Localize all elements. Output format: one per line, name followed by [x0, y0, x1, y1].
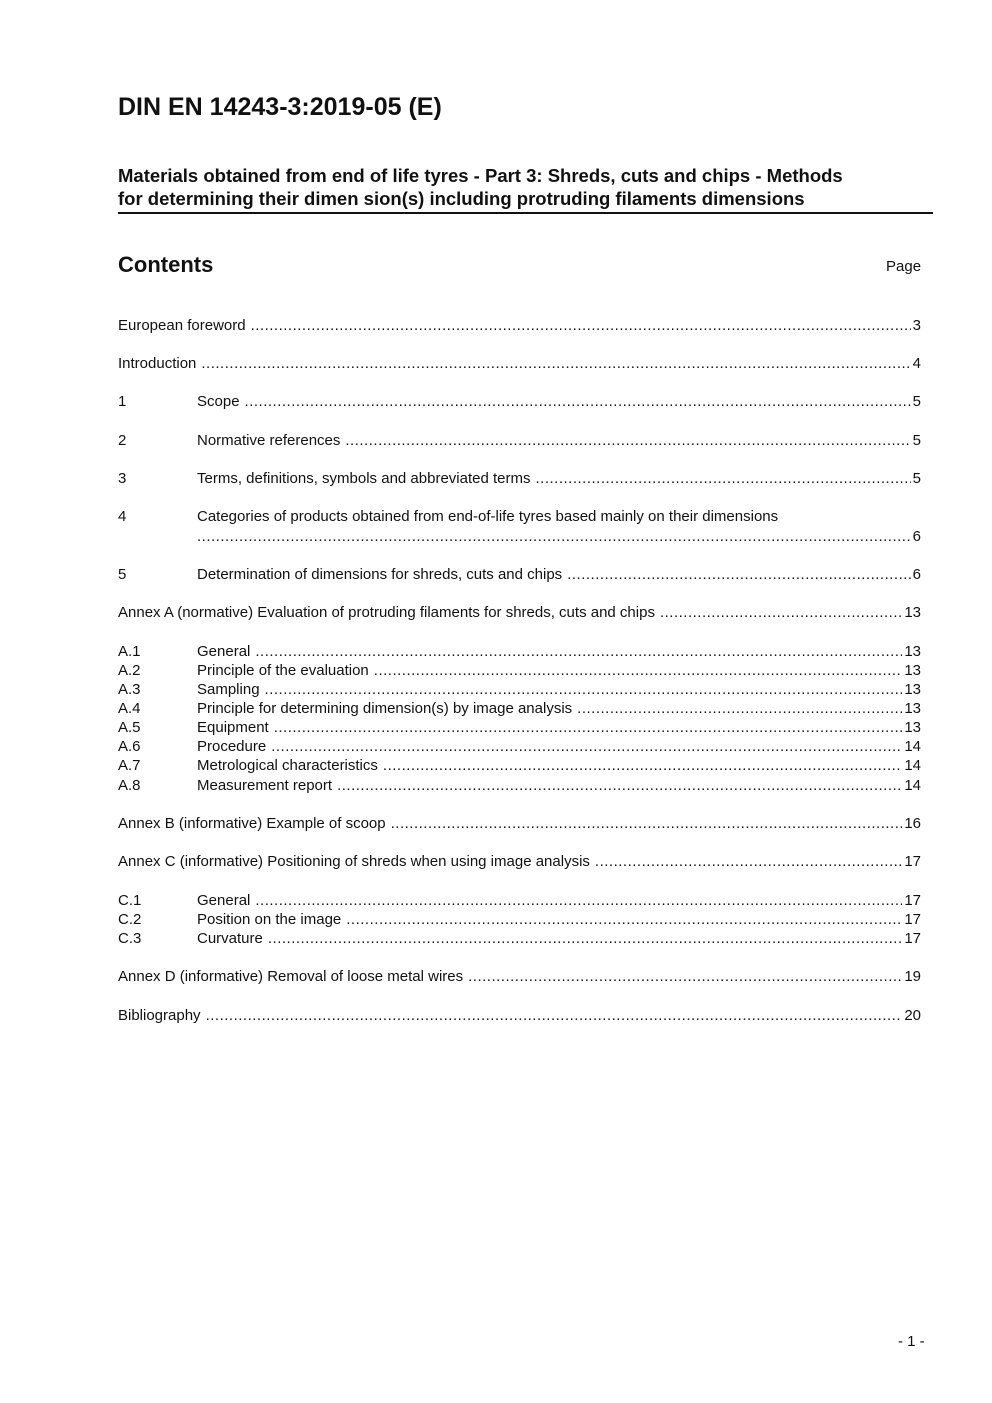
- toc-leader-dots: [271, 737, 902, 756]
- toc-entry-annex-a[interactable]: [118, 603, 921, 622]
- toc-entry-a7[interactable]: [118, 756, 921, 775]
- toc-entry-annex-d[interactable]: [118, 967, 921, 986]
- toc-entry-a1[interactable]: [118, 642, 921, 661]
- toc-entry-1[interactable]: [118, 392, 921, 411]
- toc-leader-dots: [468, 967, 902, 986]
- toc-entry-a2[interactable]: [118, 661, 921, 680]
- toc-entry-annex-c[interactable]: [118, 852, 921, 871]
- contents-heading: Contents: [118, 252, 214, 277]
- toc-entry-title: European foreword: [118, 317, 246, 334]
- toc-entry-number: C.3: [118, 930, 142, 947]
- toc-entry-title: Normative references: [197, 432, 341, 449]
- toc-entry-page: 14: [904, 757, 921, 774]
- toc-entry-page: 13: [904, 719, 921, 736]
- toc-entry-title: Measurement report: [197, 777, 333, 794]
- toc-entry-number: 4: [118, 508, 127, 525]
- toc-entry-5[interactable]: [118, 565, 921, 584]
- toc-entry-page: 16: [904, 815, 921, 832]
- toc-entry-title: Scope: [197, 393, 240, 410]
- toc-entry-number: 1: [118, 393, 127, 410]
- toc-leader-dots: [197, 527, 911, 546]
- toc-leader-dots: [346, 910, 902, 929]
- toc-entry-title: Annex C (informative) Positioning of shreds when using image analysis: [118, 853, 590, 870]
- toc-entry-page: 19: [904, 968, 921, 985]
- toc-entry-page: 3: [912, 317, 921, 334]
- toc-entry-title: Determination of dimensions for shreds, cuts and chips: [197, 566, 563, 583]
- toc-entry-number: A.6: [118, 738, 141, 755]
- toc-entry-page: 17: [904, 853, 921, 870]
- toc-entry-page: 17: [904, 930, 921, 947]
- toc-leader-dots: [201, 354, 910, 373]
- toc-leader-dots: [274, 718, 903, 737]
- toc-entry-c2[interactable]: [118, 910, 921, 929]
- toc-leader-dots: [391, 814, 903, 833]
- toc-entry-page: 14: [904, 738, 921, 755]
- document-title: DIN EN 14243-3:2019-05 (E): [118, 93, 442, 121]
- toc-leader-dots: [535, 469, 910, 488]
- toc-entry-title: Terms, definitions, symbols and abbreviated terms: [197, 470, 531, 487]
- toc-entry-page: 6: [912, 528, 921, 545]
- subtitle-line-2: for determining their dimen sion(s) including protruding filaments dimensions: [118, 188, 805, 209]
- toc-entry-title: Categories of products obtained from end-of-life tyres based mainly on their dimensions: [197, 508, 779, 525]
- toc-entry-c1[interactable]: [118, 891, 921, 910]
- toc-entry-a5[interactable]: [118, 718, 921, 737]
- toc-entry-4[interactable]: [118, 507, 921, 526]
- toc-entry-a8[interactable]: [118, 776, 921, 795]
- toc-leader-dots: [345, 431, 910, 450]
- toc-entry-4-continuation[interactable]: [197, 527, 921, 546]
- toc-entry-page: 5: [912, 432, 921, 449]
- toc-entry-title: General: [197, 892, 251, 909]
- toc-leader-dots: [265, 680, 903, 699]
- toc-leader-dots: [383, 756, 902, 775]
- toc-entry-page: 13: [904, 662, 921, 679]
- toc-entry-introduction[interactable]: [118, 354, 921, 373]
- toc-entry-page: 5: [912, 393, 921, 410]
- toc-leader-dots: [255, 891, 902, 910]
- toc-leader-dots: [577, 699, 902, 718]
- toc-entry-title: Sampling: [197, 681, 260, 698]
- toc-entry-page: 17: [904, 911, 921, 928]
- toc-entry-page: 13: [904, 681, 921, 698]
- toc-entry-number: C.1: [118, 892, 142, 909]
- toc-entry-number: A.7: [118, 757, 141, 774]
- toc-entry-number: A.8: [118, 777, 141, 794]
- toc-leader-dots: [337, 776, 902, 795]
- toc-entry-title: General: [197, 643, 251, 660]
- toc-entry-title: Equipment: [197, 719, 269, 736]
- toc-leader-dots: [660, 603, 902, 622]
- toc-entry-page: 5: [912, 470, 921, 487]
- toc-entry-number: A.2: [118, 662, 141, 679]
- toc-entry-title: Principle for determining dimension(s) by image analysis: [197, 700, 573, 717]
- toc-entry-a3[interactable]: [118, 680, 921, 699]
- subtitle-line-1: Materials obtained from end of life tyres - Part 3: Shreds, cuts and chips - Methods: [118, 165, 843, 186]
- toc-entry-page: 17: [904, 892, 921, 909]
- toc-entry-page: 13: [904, 700, 921, 717]
- toc-leader-dots: [251, 316, 911, 335]
- toc-entry-page: 6: [912, 566, 921, 583]
- toc-entry-page: 14: [904, 777, 921, 794]
- toc-entry-a6[interactable]: [118, 737, 921, 756]
- toc-entry-title: Bibliography: [118, 1007, 201, 1024]
- toc-leader-dots: [245, 392, 911, 411]
- toc-entry-number: A.1: [118, 643, 141, 660]
- toc-entry-bibliography[interactable]: [118, 1006, 921, 1025]
- toc-entry-title: Metrological characteristics: [197, 757, 378, 774]
- toc-entry-annex-b[interactable]: [118, 814, 921, 833]
- toc-entry-number: A.4: [118, 700, 141, 717]
- toc-entry-title: Procedure: [197, 738, 267, 755]
- toc-entry-title: Annex B (informative) Example of scoop: [118, 815, 386, 832]
- toc-entry-page: 20: [904, 1007, 921, 1024]
- toc-entry-title: Principle of the evaluation: [197, 662, 369, 679]
- toc-entry-page: 4: [912, 355, 921, 372]
- toc-entry-page: 13: [904, 604, 921, 621]
- toc-leader-dots: [595, 852, 902, 871]
- toc-entry-number: 5: [118, 566, 127, 583]
- page-column-label: Page: [886, 258, 922, 275]
- toc-entry-number: 3: [118, 470, 127, 487]
- toc-entry-title: Curvature: [197, 930, 263, 947]
- toc-entry-title: Annex A (normative) Evaluation of protruding filaments for shreds, cuts and chips: [118, 604, 655, 621]
- toc-entry-european-foreword[interactable]: [118, 316, 921, 335]
- toc-entry-2[interactable]: [118, 431, 921, 450]
- toc-leader-dots: [268, 929, 902, 948]
- page-number: - 1 -: [898, 1333, 925, 1350]
- toc-entry-a4[interactable]: [118, 699, 921, 718]
- toc-entry-number: A.5: [118, 719, 141, 736]
- toc-entry-number: 2: [118, 432, 127, 449]
- toc-entry-title: Introduction: [118, 355, 197, 372]
- toc-entry-number: A.3: [118, 681, 141, 698]
- toc-entry-3[interactable]: [118, 469, 921, 488]
- toc-leader-dots: [567, 565, 910, 584]
- toc-entry-title: Position on the image: [197, 911, 342, 928]
- toc-entry-page: 13: [904, 643, 921, 660]
- toc-leader-dots: [374, 661, 903, 680]
- toc-entry-c3[interactable]: [118, 929, 921, 948]
- document-subtitle: [118, 164, 933, 214]
- toc-entry-title: Annex D (informative) Removal of loose metal wires: [118, 968, 464, 985]
- toc-leader-dots: [255, 642, 902, 661]
- toc-leader-dots: [206, 1006, 903, 1025]
- toc-entry-number: C.2: [118, 911, 142, 928]
